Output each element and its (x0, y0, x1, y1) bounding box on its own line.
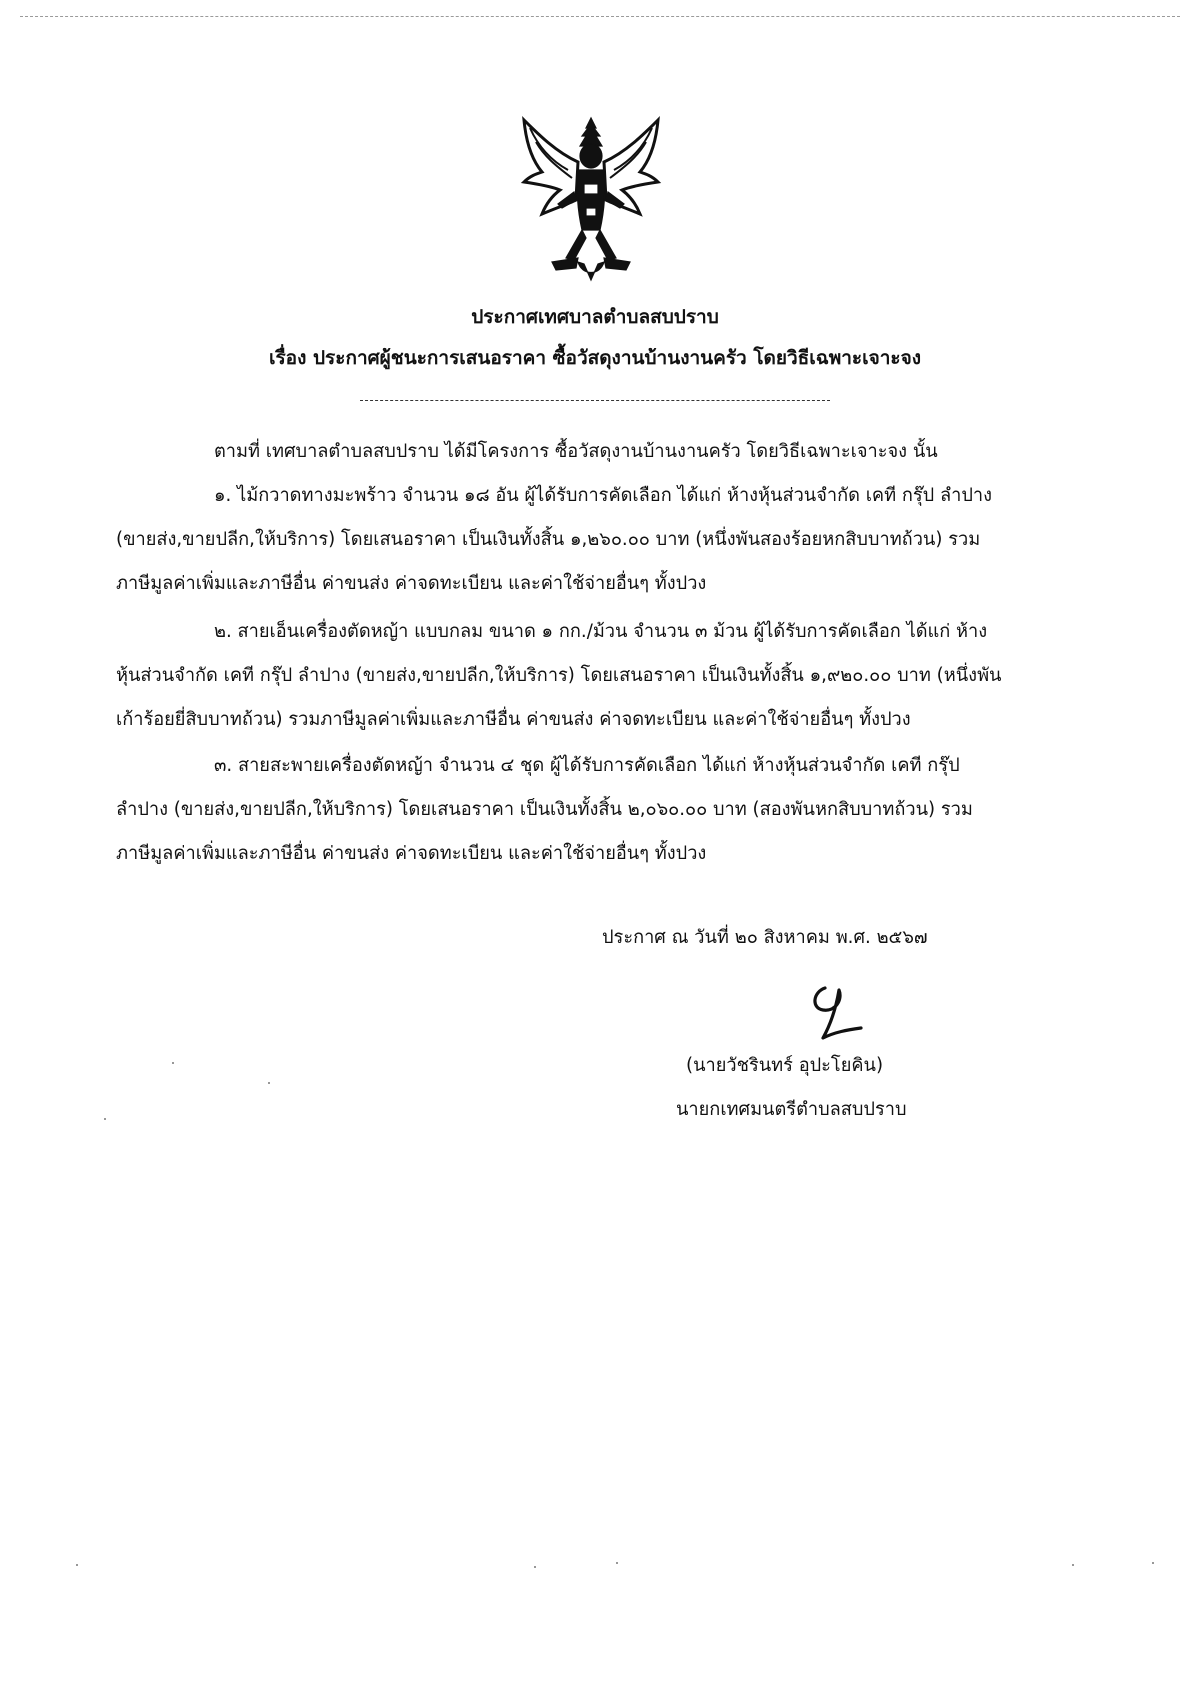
item-2-line-1: ๒. สายเอ็นเครื่องตัดหญ้า แบบกลม ขนาด ๑ กก./ม้วน จำนวน ๓ ม้วน ผู้ได้รับการคัดเลือก ได้แก่ ห้าง (214, 621, 988, 642)
scan-speck (1152, 1562, 1154, 1564)
scan-speck (1072, 1564, 1074, 1566)
item-3-line-2: ลำปาง (ขายส่ง,ขายปลีก,ให้บริการ) โดยเสนอราคา เป็นเงินทั้งสิ้น ๒,๐๖๐.๐๐ บาท (สองพันหกสิบบาทถ้วน) รวม (116, 799, 973, 820)
signatory-name: (นายวัชรินทร์ อุปะโยคิน) (686, 1055, 884, 1076)
issuer-title: ประกาศเทศบาลตำบลสบปราบ (471, 306, 719, 328)
item-1-line-3: ภาษีมูลค่าเพิ่มและภาษีอื่น ค่าขนส่ง ค่าจดทะเบียน และค่าใช้จ่ายอื่นๆ ทั้งปวง (116, 573, 707, 594)
scan-speck (534, 1566, 536, 1568)
scan-speck (172, 1062, 174, 1064)
subject-title: เรื่อง ประกาศผู้ชนะการเสนอราคา ซื้อวัสดุงานบ้านงานครัว โดยวิธีเฉพาะเจาะจง (268, 347, 922, 369)
scan-speck (616, 1562, 618, 1564)
item-3-line-1: ๓. สายสะพายเครื่องตัดหญ้า จำนวน ๔ ชุด ผู้ได้รับการคัดเลือก ได้แก่ ห้างหุ้นส่วนจำกัด เคที กรุ๊ป (214, 755, 960, 776)
announcement-date: ประกาศ ณ วันที่ ๒๐ สิงหาคม พ.ศ. ๒๕๖๗ (602, 927, 928, 948)
scan-edge-line (20, 16, 1180, 19)
item-2-line-2: หุ้นส่วนจำกัด เคที กรุ๊ป ลำปาง (ขายส่ง,ขายปลีก,ให้บริการ) โดยเสนอราคา เป็นเงินทั้งสิ้น ๑,๙๒๐.๐๐ บาท (หนึ่งพัน (116, 665, 1002, 686)
intro-paragraph: ตามที่ เทศบาลตำบลสบปราบ ได้มีโครงการ ซื้อวัสดุงานบ้านงานครัว โดยวิธีเฉพาะเจาะจง นั้น (214, 441, 938, 462)
garuda-emblem-icon (516, 112, 666, 284)
item-3-line-3: ภาษีมูลค่าเพิ่มและภาษีอื่น ค่าขนส่ง ค่าจดทะเบียน และค่าใช้จ่ายอื่นๆ ทั้งปวง (116, 843, 707, 864)
item-1-line-2: (ขายส่ง,ขายปลีก,ให้บริการ) โดยเสนอราคา เป็นเงินทั้งสิ้น ๑,๒๖๐.๐๐ บาท (หนึ่งพันสองร้อยหกสิบบาทถ้วน) รวม (116, 529, 981, 550)
scan-speck (268, 1082, 270, 1084)
signature-icon (795, 982, 865, 1042)
signatory-position: นายกเทศมนตรีตำบลสบปราบ (676, 1099, 907, 1120)
scan-speck (104, 1118, 106, 1120)
header-divider (360, 400, 830, 401)
item-1-line-1: ๑. ไม้กวาดทางมะพร้าว จำนวน ๑๘ อัน ผู้ได้รับการคัดเลือก ได้แก่ ห้างหุ้นส่วนจำกัด เคที กรุ๊ป ลำปาง (214, 485, 992, 506)
item-2-line-3: เก้าร้อยยี่สิบบาทถ้วน) รวมภาษีมูลค่าเพิ่มและภาษีอื่น ค่าขนส่ง ค่าจดทะเบียน และค่าใช้จ่ายอื่นๆ ทั้งปวง (116, 709, 911, 730)
scan-speck (76, 1564, 78, 1566)
